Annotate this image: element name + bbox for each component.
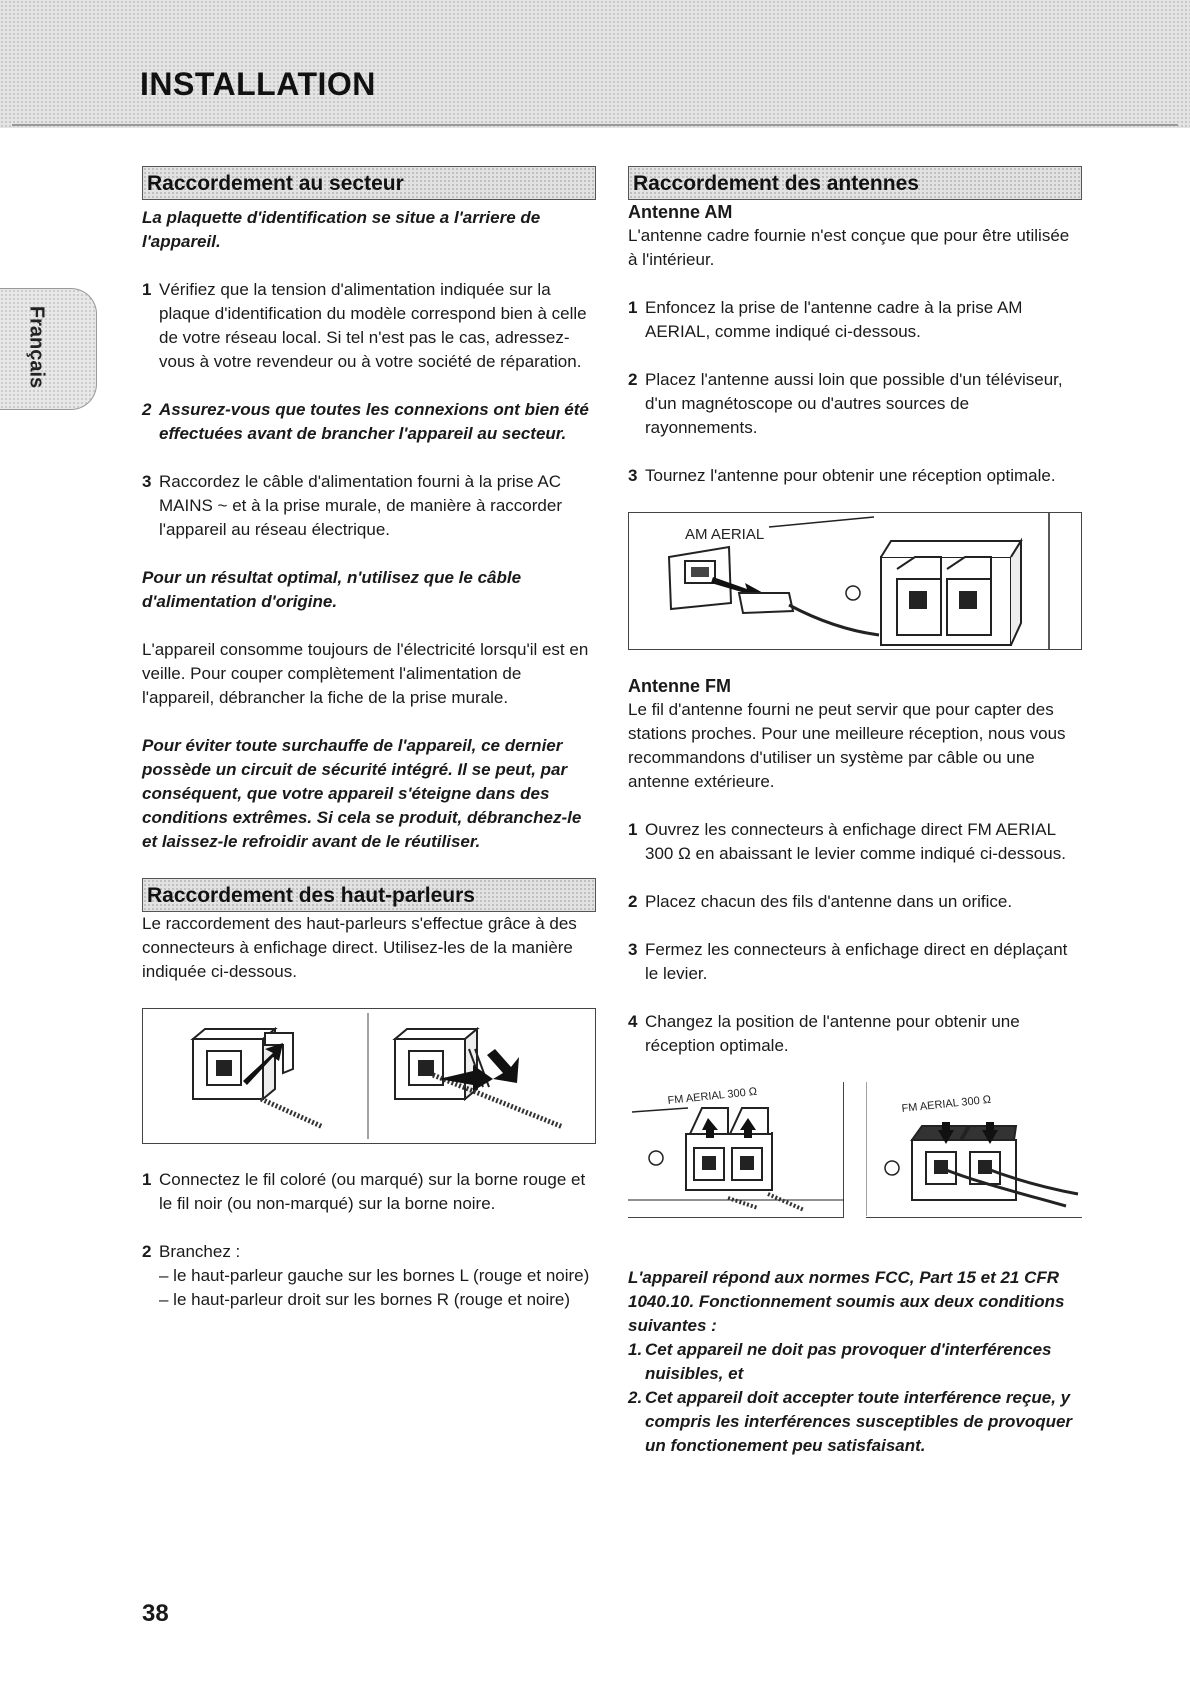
- fm-aerial-label-right: FM AERIAL 300 Ω: [901, 1093, 992, 1115]
- section-heading-mains: Raccordement au secteur: [142, 166, 596, 200]
- mains-note: La plaquette d'identification se situe a l'arriere de l'appareil.: [142, 208, 541, 251]
- mains-step: 1 Vérifiez que la tension d'alimentation indiquée sur la plaque d'identification du modèle correspond bien à celle de votre réseau local. Si tel n'est pas le cas, adressez-vous à votre revendeur ou à votre société de réparation.: [142, 280, 587, 371]
- language-tab: [0, 288, 97, 410]
- section-heading-speakers: Raccordement des haut-parleurs: [142, 878, 596, 912]
- am-aerial-figure: [628, 512, 1082, 650]
- fm-antenna-title: Antenne FM: [628, 676, 731, 696]
- am-aerial-illustration: [629, 513, 1081, 649]
- mains-step: 3 Raccordez le câble d'alimentation fourni à la prise AC MAINS ~ et à la prise murale, de manière à raccorder l'appareil au réseau électrique.: [142, 472, 562, 539]
- page-title: INSTALLATION: [140, 66, 376, 102]
- mains-note-cable: Pour un résultat optimal, n'utilisez que le câble d'alimentation d'origine.: [142, 568, 522, 611]
- fcc-item: 2. Cet appareil doit accepter toute interférence reçue, y compris les interférences susceptibles de provoquer un fonctionement peu satisfaisant.: [628, 1388, 1073, 1455]
- am-step: 1 Enfoncez la prise de l'antenne cadre à la prise AM AERIAL, comme indiqué ci-dessous.: [628, 298, 1023, 341]
- fm-aerial-open-illustration: [628, 1082, 844, 1216]
- fm-aerial-figure-closed: [866, 1082, 1082, 1218]
- left-column: [142, 166, 596, 1312]
- fm-step: 3 Fermez les connecteurs à enfichage direct en déplaçant le levier.: [628, 940, 1068, 983]
- section-heading-antennas: Raccordement des antennes: [628, 166, 1082, 200]
- am-step: 3 Tournez l'antenne pour obtenir une réception optimale.: [628, 466, 1056, 485]
- fm-aerial-label-left: FM AERIAL 300 Ω: [667, 1085, 758, 1107]
- fcc-item: 1. Cet appareil ne doit pas provoquer d'interférences nuisibles, et: [628, 1340, 1052, 1383]
- fm-aerial-figure-open: [628, 1082, 844, 1218]
- mains-standby-paragraph: L'appareil consomme toujours de l'électricité lorsqu'il est en veille. Pour couper complètement l'alimentation de l'appareil, débrancher la fiche de la prise murale.: [142, 640, 589, 707]
- page-number: 38: [142, 1600, 169, 1627]
- header-band: [0, 0, 1190, 128]
- language-tab-label: Français: [25, 305, 48, 389]
- speakers-left-item: – le haut-parleur gauche sur les bornes L (rouge et noire): [159, 1266, 590, 1285]
- speakers-right-item: – le haut-parleur droit sur les bornes R (rouge et noire): [159, 1290, 571, 1309]
- speakers-intro: Le raccordement des haut-parleurs s'effectue grâce à des connecteurs à enfichage direct. Utilisez-les de la manière indiquée ci-dessous.: [142, 914, 577, 981]
- fm-aerial-figures: [628, 1082, 1082, 1218]
- fm-step: 2 Placez chacun des fils d'antenne dans un orifice.: [628, 892, 1013, 911]
- speakers-step: 2 Branchez :: [142, 1242, 241, 1261]
- fm-aerial-closed-illustration: [866, 1082, 1082, 1216]
- mains-step: 2 Assurez-vous que toutes les connexions ont bien été effectuées avant de brancher l'appareil au secteur.: [142, 400, 589, 443]
- am-antenna-intro: L'antenne cadre fournie n'est conçue que pour être utilisée à l'intérieur.: [628, 226, 1070, 269]
- right-column: [628, 166, 1082, 1458]
- speaker-connection-figure: [142, 1008, 596, 1144]
- fm-antenna-intro: Le fil d'antenne fourni ne peut servir que pour capter des stations proches. Pour une meilleure réception, nous vous recommandons d'utiliser un système par câble ou une antenne extérieure.: [628, 700, 1066, 791]
- fm-step: 1 Ouvrez les connecteurs à enfichage direct FM AERIAL 300 Ω en abaissant le levier comme indiqué ci-dessous.: [628, 820, 1066, 863]
- speakers-step: 1 Connectez le fil coloré (ou marqué) sur la borne rouge et le fil noir (ou non-marqué) sur la borne noire.: [142, 1170, 586, 1213]
- fm-step: 4 Changez la position de l'antenne pour obtenir une réception optimale.: [628, 1012, 1020, 1055]
- am-antenna-title: Antenne AM: [628, 202, 733, 222]
- mains-overheat-note: Pour éviter toute surchauffe de l'appareil, ce dernier possède un circuit de sécurité intégré. Il se peut, par conséquent, que votre appareil s'éteigne dans des conditions extrêmes. Si cela se produit, débranchez-le et laissez-le refroidir avant de le réutiliser.: [142, 736, 582, 851]
- am-aerial-label: AM AERIAL: [685, 526, 765, 543]
- fcc-intro: L'appareil répond aux normes FCC, Part 15 et 21 CFR 1040.10. Fonctionnement soumis aux deux conditions suivantes :: [628, 1268, 1065, 1335]
- am-step: 2 Placez l'antenne aussi loin que possible d'un téléviseur, d'un magnétoscope ou d'autres sources de rayonnements.: [628, 370, 1063, 437]
- speaker-connector-illustration: [143, 1009, 595, 1143]
